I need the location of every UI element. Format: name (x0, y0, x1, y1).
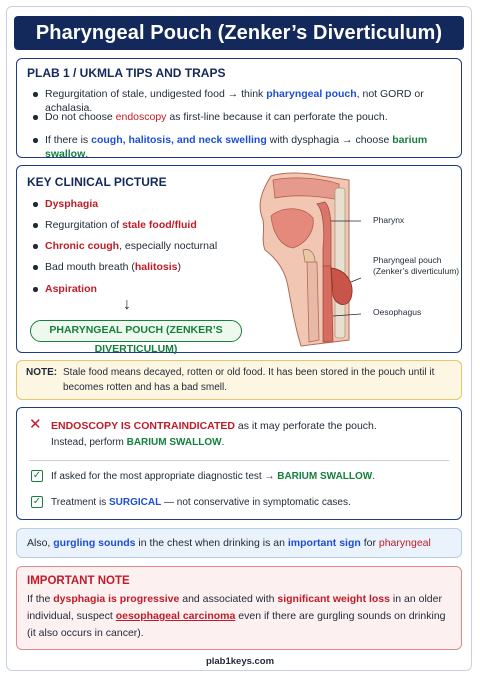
tips-heading: PLAB 1 / UKMLA TIPS AND TRAPS (27, 66, 226, 80)
label-pouch-zenker: (Zenker’s diverticulum) (373, 266, 460, 276)
important-heading: IMPORTANT NOTE (27, 575, 130, 587)
clinical-item-halitosis: Bad mouth breath (halitosis) (45, 261, 181, 273)
clinical-item-regurgitation: Regurgitation of stale food/fluid (45, 219, 197, 231)
note-line-2: becomes rotten and has a bad smell. (63, 382, 227, 393)
page-title: Pharyngeal Pouch (Zenker’s Diverticulum) (14, 16, 464, 50)
down-arrow-icon: ↓ (123, 296, 131, 313)
important-line-1: If the dysphagia is progressive and associated with significant weight loss in an older (27, 593, 442, 605)
endoscopy-warning: ENDOSCOPY IS CONTRAINDICATED as it may perforate the pouch. (51, 420, 377, 432)
label-pharynx: Pharynx (373, 215, 405, 225)
checkbox-treatment-icon: ✓ (32, 496, 42, 507)
important-line-2: individual, suspect oesophageal carcinoma even if there are gurgling sounds on drinking (27, 610, 446, 622)
clinical-item-aspiration: Aspiration (45, 283, 97, 295)
footer-site: plab1keys.com (205, 656, 275, 667)
important-line-3: (it also occurs in cancer). (27, 627, 144, 639)
throat-anatomy-illustration (243, 170, 361, 348)
note-label: NOTE: (26, 367, 58, 378)
note-box (16, 360, 462, 400)
endoscopy-box (16, 407, 462, 520)
clinical-item-dysphagia: Dysphagia (45, 198, 99, 210)
label-pouch: Pharyngeal pouch (373, 255, 442, 265)
treatment-line: Treatment is SURGICAL — not conservative in symptomatic cases. (51, 497, 351, 508)
clinical-heading: KEY CLINICAL PICTURE (27, 175, 167, 189)
tip-bullet-1: Regurgitation of stale, undigested food → think pharyngeal pouch, not GORD or achalasia. (45, 87, 461, 115)
endoscopy-instead: Instead, perform BARIUM SWALLOW. (51, 437, 225, 448)
tips-box (16, 58, 462, 158)
divider (29, 460, 449, 461)
clinical-item-cough: Chronic cough, especially nocturnal (45, 240, 218, 252)
diagnosis-pill: PHARYNGEAL POUCH (ZENKER’S DIVERTICULUM) (30, 320, 242, 342)
pouch-pointer (351, 278, 361, 282)
trachea (307, 262, 319, 342)
tip-bullet-2: Do not choose endoscopy as first-line because it can perforate the pouch. (45, 111, 388, 123)
important-note-box (16, 566, 462, 650)
diagnostic-test-line: If asked for the most appropriate diagnostic test → BARIUM SWALLOW. (51, 471, 376, 482)
note-line-1: Stale food means decayed, rotten or old food. It has been stored in the pouch until it (63, 367, 435, 378)
checkbox-diagnostic-icon: ✓ (32, 470, 42, 481)
cross-icon: ✕ (29, 416, 42, 433)
label-oesophagus: Oesophagus (373, 307, 422, 317)
tip-bullet-3: If there is cough, halitosis, and neck swelling with dysphagia → choose barium swallow. (45, 133, 461, 161)
gurgling-box: Also, gurgling sounds in the chest when drinking is an important sign for pharyngeal (16, 528, 462, 558)
